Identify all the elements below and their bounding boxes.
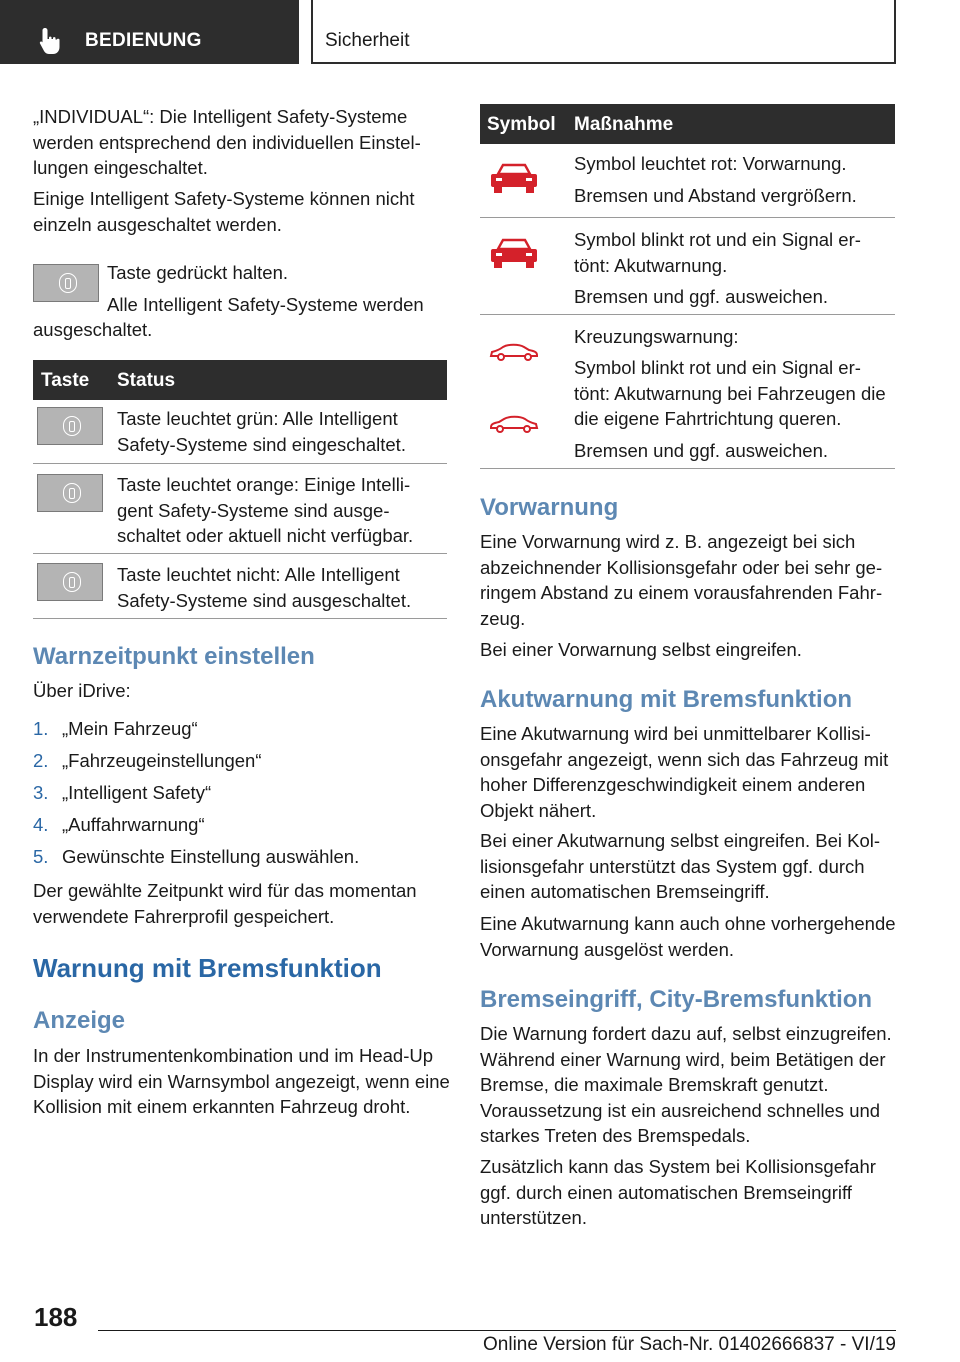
vorwarnung-paragraph-1: Eine Vorwarnung wird z. B. angezeigt bei sich abzeichnender Kollisionsgefahr oder bei sehr geringem Abstand zu einem vorausfahrenden Fahrzeug.: [480, 531, 883, 629]
safety-button-green-icon: [37, 407, 103, 445]
vorwarnung-paragraph-2: Bei einer Vorwarnung selbst eingreifen.: [480, 639, 802, 660]
brems-paragraph-1: Die Warnung fordert dazu auf, selbst einzugreifen. Während einer Warnung wird, beim Betätigen der Bremse, die maximale Bremskraft genutzt. Voraussetzung ist ein ausreichend schnelles und starkes Treten des Bremspedals.: [480, 1023, 892, 1146]
crossing-car-right-icon: [488, 414, 540, 434]
car-warning-icon: [488, 162, 540, 196]
anzeige-text: In der Instrumentenkombination und im Head-Up Display wird ein Warnsymbol angezeigt, wenn eine Kollision mit einem erkannten Fahrzeug droht.: [33, 1045, 450, 1117]
status-row-3: Taste leuchtet nicht: Alle Intelligent Safety-Systeme sind ausgeschaltet.: [117, 564, 412, 611]
vorwarnung-heading: Vorwarnung: [480, 494, 619, 521]
bremseingriff-heading: Bremseingriff, City-Bremsfunktion: [480, 986, 873, 1013]
symbol-row-3-p1: Symbol blinkt rot und ein Signal ertönt: Akutwarnung bei Fahrzeugen die die eigene Fahrtrichtung queren.: [574, 357, 886, 429]
warnzeit-heading: Warnzeitpunkt einstellen: [33, 643, 315, 670]
key-hold-line-3: ausgeschaltet.: [33, 319, 153, 340]
table-divider: [33, 618, 447, 619]
step-number: 5.: [33, 846, 49, 867]
footer-divider: [98, 1330, 896, 1331]
table-divider: [33, 553, 447, 554]
table-divider: [480, 314, 895, 315]
col-header-taste: Taste: [41, 370, 90, 391]
step-text: „Mein Fahrzeug“: [62, 718, 198, 739]
step-text: „Auffahrwarnung“: [62, 814, 205, 835]
symbol-row-3-p2: Bremsen und ggf. ausweichen.: [574, 440, 829, 461]
section-title: Sicherheit: [325, 30, 410, 51]
safety-button-icon: [33, 264, 99, 302]
hand-pointer-icon: [36, 26, 66, 56]
symbol-row-3-p0: Kreuzungswarnung:: [574, 326, 739, 347]
safety-button-off-icon: [37, 563, 103, 601]
symbol-table-header: [480, 104, 895, 144]
step-text: Gewünschte Einstellung auswählen.: [62, 846, 360, 867]
table-divider: [33, 463, 447, 464]
car-warning-blink-icon: [488, 237, 540, 271]
table-divider: [480, 468, 895, 469]
ueber-idrive: Über iDrive:: [33, 680, 131, 701]
step-number: 2.: [33, 750, 49, 771]
crossing-car-left-icon: [488, 342, 540, 362]
table-divider: [480, 217, 895, 218]
akut-paragraph-1: Eine Akutwarnung wird bei unmittelbarer Kollisionsgefahr angezeigt, wenn sich das Fahrzeug mit hoher Differenzgeschwindigkeit einem anderen Objekt nähert.: [480, 723, 889, 821]
anzeige-heading: Anzeige: [33, 1007, 126, 1034]
step-number: 1.: [33, 718, 49, 739]
symbol-row-1-p1: Symbol leuchtet rot: Vorwarnung.: [574, 153, 847, 174]
step-number: 4.: [33, 814, 49, 835]
akut-paragraph-3: Eine Akutwarnung kann auch ohne vorhergehende Vorwarnung ausgelöst werden.: [480, 913, 896, 960]
status-row-1: Taste leuchtet grün: Alle Intelligent Safety-Systeme sind eingeschaltet.: [117, 408, 406, 455]
col-header-status: Status: [117, 370, 176, 391]
key-hold-line-2: Alle Intelligent Safety-Systeme werden: [107, 294, 424, 315]
safety-button-orange-icon: [37, 474, 103, 512]
akut-paragraph-2: Bei einer Akutwarnung selbst eingreifen. Bei Kollisionsgefahr unterstützt das System ggf. durch einen automatischen Bremseingriff.: [480, 830, 881, 902]
step-text: „Fahrzeugeinstellungen“: [62, 750, 262, 771]
col-header-massnahme: Maßnahme: [574, 114, 674, 135]
chapter-tab: [0, 0, 299, 64]
key-hold-line-1: Taste gedrückt halten.: [107, 262, 288, 283]
step-text: „Intelligent Safety“: [62, 782, 212, 803]
akutwarnung-heading: Akutwarnung mit Bremsfunktion: [480, 686, 853, 713]
brems-paragraph-2: Zusätzlich kann das System bei Kollisionsgefahr ggf. durch einen automatischen Bremseingriff unterstützen.: [480, 1156, 876, 1228]
warnung-heading: Warnung mit Bremsfunktion: [33, 953, 382, 983]
symbol-row-1-p2: Bremsen und Abstand vergrößern.: [574, 185, 857, 206]
intro-paragraph-1: „INDIVIDUAL“: Die Intelligent Safety-Systeme werden entsprechend den individuellen Einstellungen eingeschaltet.: [33, 106, 421, 178]
step-number: 3.: [33, 782, 49, 803]
saved-profile-text: Der gewählte Zeitpunkt wird für das momentan verwendete Fahrerprofil gespeichert.: [33, 880, 417, 927]
chapter-tab-label: BEDIENUNG: [85, 30, 202, 51]
intro-paragraph-2: Einige Intelligent Safety-Systeme können nicht einzeln ausgeschaltet werden.: [33, 188, 415, 235]
symbol-row-2-p1: Symbol blinkt rot und ein Signal ertönt: Akutwarnung.: [574, 229, 861, 276]
status-table-header: [33, 360, 447, 400]
col-header-symbol: Symbol: [487, 114, 556, 135]
status-row-2: Taste leuchtet orange: Einige Intelligent Safety-Systeme sind ausgeschaltet oder aktuell nicht verfügbar.: [117, 474, 414, 546]
online-version-text: Online Version für Sach-Nr. 01402666837 - VI/19: [483, 1334, 896, 1355]
page-number: 188: [34, 1302, 78, 1332]
symbol-row-2-p2: Bremsen und ggf. ausweichen.: [574, 286, 829, 307]
